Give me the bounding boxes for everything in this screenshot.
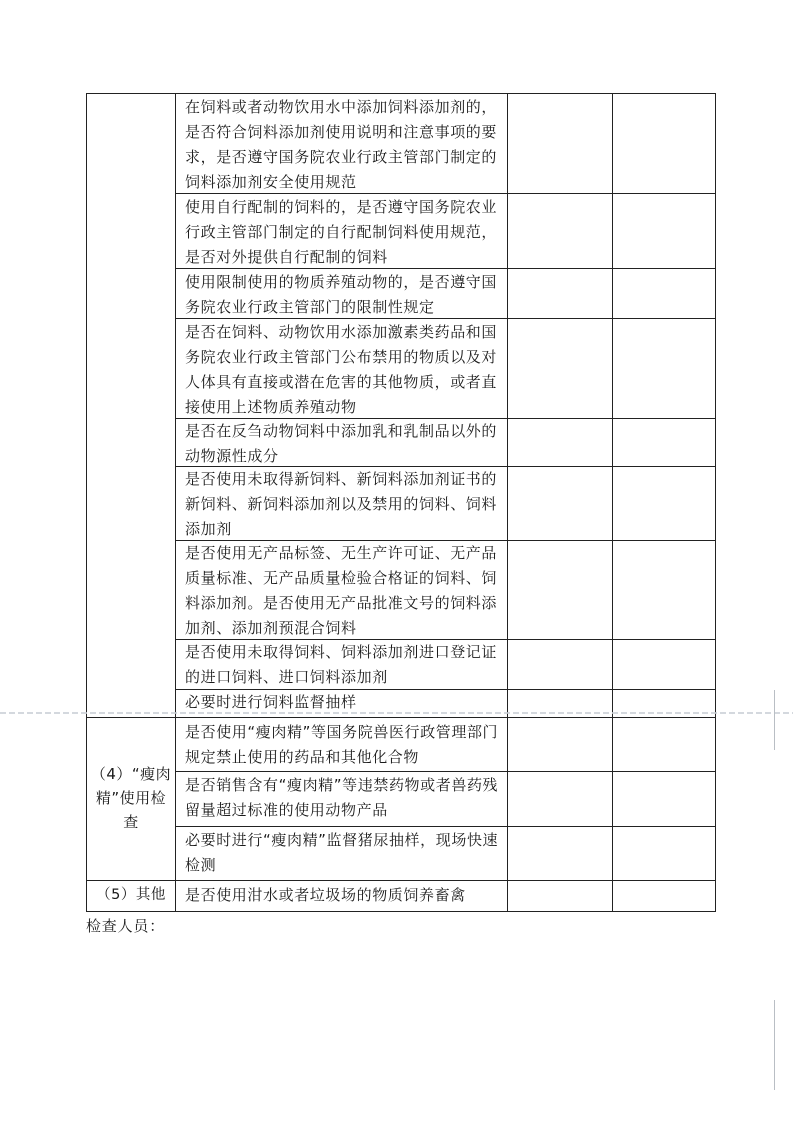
check-item-text: 是否使用无产品标签、无生产许可证、无产品质量标准、无产品质量检验合格证的饲料、饲料添加剂。是否使用无产品批准文号的饲料添加剂、添加剂预混合饲料 [185, 544, 498, 637]
check-item-text: 是否在反刍动物饲料中添加乳和乳制品以外的动物源性成分 [185, 422, 498, 465]
check-item-text: 在饲料或者动物饮用水中添加饲料添加剂的，是否符合饲料添加剂使用说明和注意事项的要求，是否遵守国务院农业行政主管部门制定的饲料添加剂安全使用规范 [185, 98, 498, 191]
check-item-text: 必要时进行“瘦肉精”监督猪尿抽样，现场快速检测 [185, 831, 499, 874]
table-border-right [715, 93, 716, 912]
check-item-text: 必要时进行饲料监督抽样 [185, 693, 357, 711]
category-other: （5）其他 [96, 887, 166, 903]
check-item-text: 是否使用泔水或者垃圾场的物质饲养畜禽 [185, 886, 466, 904]
check-item-text: 使用限制使用的物质养殖动物的，是否遵守国务院农业行政主管部门的限制性规定 [185, 273, 498, 316]
inspector-label: 检查人员： [86, 917, 166, 935]
scan-edge-mark [774, 690, 775, 750]
check-item-text: 是否使用未取得新饲料、新饲料添加剂证书的新饲料、新饲料添加剂以及禁用的饲料、饲料添加剂 [185, 470, 498, 538]
check-item-text: 是否使用“瘦肉精”等国务院兽医行政管理部门规定禁止使用的药品和其他化合物 [185, 723, 499, 766]
table-col-divider-2 [507, 93, 508, 912]
table-border-bottom [86, 911, 716, 912]
table-border-left [86, 93, 87, 912]
check-item-text: 是否使用未取得饲料、饲料添加剂进口登记证的进口饲料、进口饲料添加剂 [185, 643, 498, 686]
check-item-text: 是否销售含有“瘦肉精”等违禁药物或者兽药残留量超过标准的使用动物产品 [185, 776, 499, 819]
table-col-divider-1 [175, 93, 176, 912]
section-divider [86, 880, 716, 881]
category-clenbuterol-check: （4）“瘦肉精”使用检查 [90, 765, 172, 831]
check-item-text: 使用自行配制的饲料的，是否遵守国务院农业行政主管部门制定的自行配制饲料使用规范，是否对外提供自行配制的饲料 [185, 198, 498, 266]
section-divider [86, 717, 716, 718]
table-col-divider-3 [612, 93, 613, 912]
scan-edge-mark [774, 1000, 775, 1090]
check-item-text: 是否在饲料、动物饮用水添加激素类药品和国务院农业行政主管部门公布禁用的物质以及对人体具有直接或潜在危害的其他物质，或者直接使用上述物质养殖动物 [185, 323, 498, 416]
